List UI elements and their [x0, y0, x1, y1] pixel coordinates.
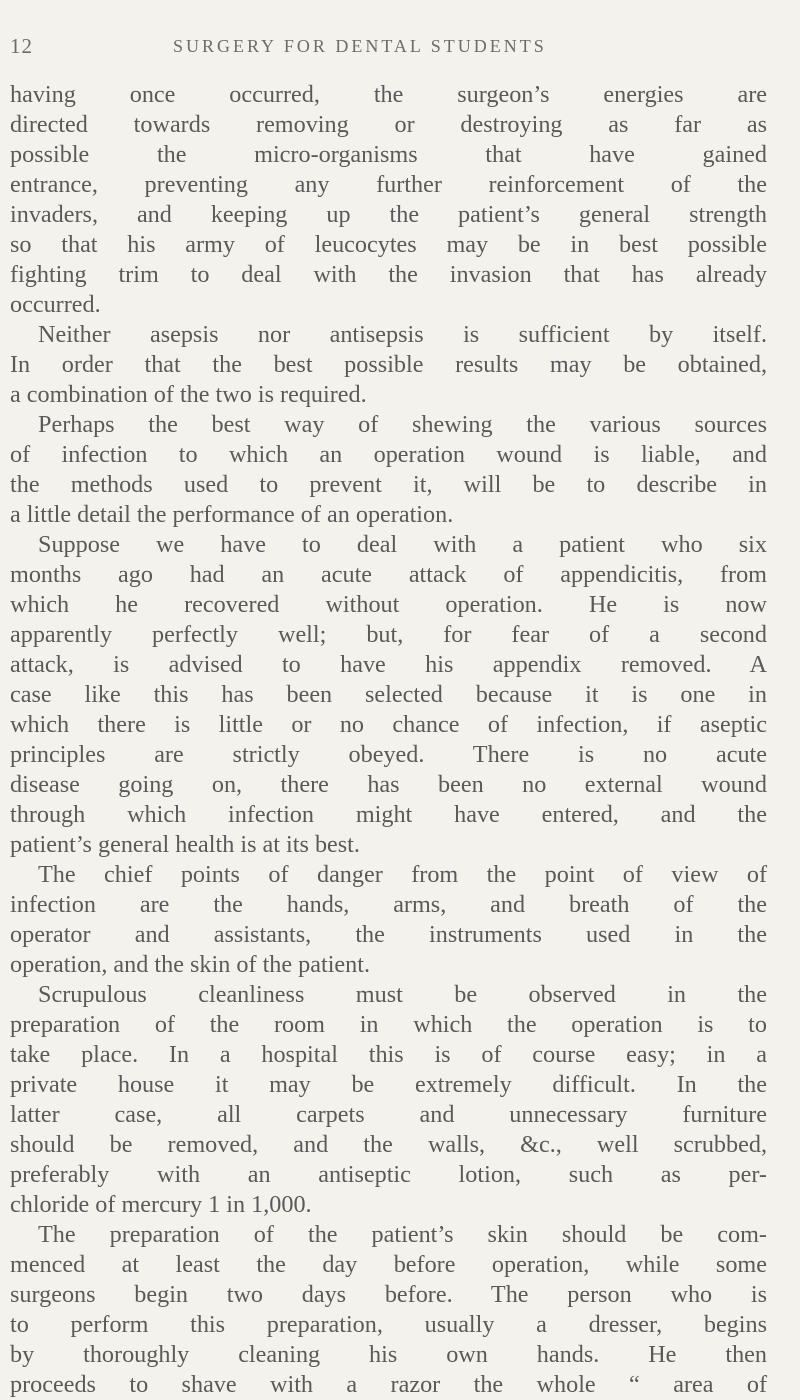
text-line: should be removed, and the walls, &c., well scrubbed,	[10, 1131, 767, 1158]
running-header	[0, 34, 800, 58]
text-line: proceeds to shave with a razor the whole “ area of	[10, 1371, 767, 1398]
text-line: disease going on, there has been no external wound	[10, 771, 767, 798]
paragraph-start: Suppose we have to deal with a patient who six	[38, 531, 767, 558]
text-line: to perform this preparation, usually a dresser, begins	[10, 1311, 767, 1338]
page-number: 12	[10, 34, 33, 58]
text-line: of infection to which an operation wound is liable, and	[10, 441, 767, 468]
text-line: which there is little or no chance of infection, if aseptic	[10, 711, 767, 738]
text-line: invaders, and keeping up the patient’s general strength	[10, 201, 767, 228]
paragraph-start: The chief points of danger from the point of view of	[38, 861, 767, 888]
paragraph-start: Scrupulous cleanliness must be observed in the	[38, 981, 767, 1008]
text-line: principles are strictly obeyed. There is no acute	[10, 741, 767, 768]
paragraph-start: Neither asepsis nor antisepsis is sufficient by itself.	[38, 321, 767, 348]
text-line: infection are the hands, arms, and breath of the	[10, 891, 767, 918]
text-line: entrance, preventing any further reinforcement of the	[10, 171, 767, 198]
text-line: a combination of the two is required.	[10, 381, 367, 408]
paragraph-start: The preparation of the patient’s skin should be com-	[38, 1221, 767, 1248]
text-line: case like this has been selected because it is one in	[10, 681, 767, 708]
text-line: occurred.	[10, 291, 101, 318]
text-line: a little detail the performance of an operation.	[10, 501, 454, 528]
text-line: private house it may be extremely difficult. In the	[10, 1071, 767, 1098]
text-line: having once occurred, the surgeon’s energies are	[10, 81, 767, 108]
paragraph-start: Perhaps the best way of shewing the various sources	[38, 411, 767, 438]
text-line: which he recovered without operation. He is now	[10, 591, 767, 618]
text-line: patient’s general health is at its best.	[10, 831, 360, 858]
text-line: preferably with an antiseptic lotion, such as per-	[10, 1161, 767, 1188]
text-line: operator and assistants, the instruments used in the	[10, 921, 767, 948]
text-line: In order that the best possible results may be obtained,	[10, 351, 767, 378]
text-line: apparently perfectly well; but, for fear of a second	[10, 621, 767, 648]
text-line: take place. In a hospital this is of course easy; in a	[10, 1041, 767, 1068]
text-line: so that his army of leucocytes may be in best possible	[10, 231, 767, 258]
text-line: menced at least the day before operation, while some	[10, 1251, 767, 1278]
running-title: SURGERY FOR DENTAL STUDENTS	[173, 36, 547, 56]
text-line: operation, and the skin of the patient.	[10, 951, 371, 978]
text-line: latter case, all carpets and unnecessary furniture	[10, 1101, 767, 1128]
text-line: through which infection might have entered, and the	[10, 801, 767, 828]
text-line: the methods used to prevent it, will be to describe in	[10, 471, 767, 498]
text-line: by thoroughly cleaning his own hands. He then	[10, 1341, 767, 1368]
text-line: surgeons begin two days before. The person who is	[10, 1281, 767, 1308]
text-line: months ago had an acute attack of appendicitis, from	[10, 561, 767, 588]
text-line: fighting trim to deal with the invasion that has already	[10, 261, 767, 288]
text-line: directed towards removing or destroying as far as	[10, 111, 767, 138]
text-line: preparation of the room in which the operation is to	[10, 1011, 767, 1038]
text-line: possible the micro-organisms that have gained	[10, 141, 767, 168]
text-line: chloride of mercury 1 in 1,000.	[10, 1191, 312, 1218]
text-line: attack, is advised to have his appendix removed. A	[10, 651, 767, 678]
